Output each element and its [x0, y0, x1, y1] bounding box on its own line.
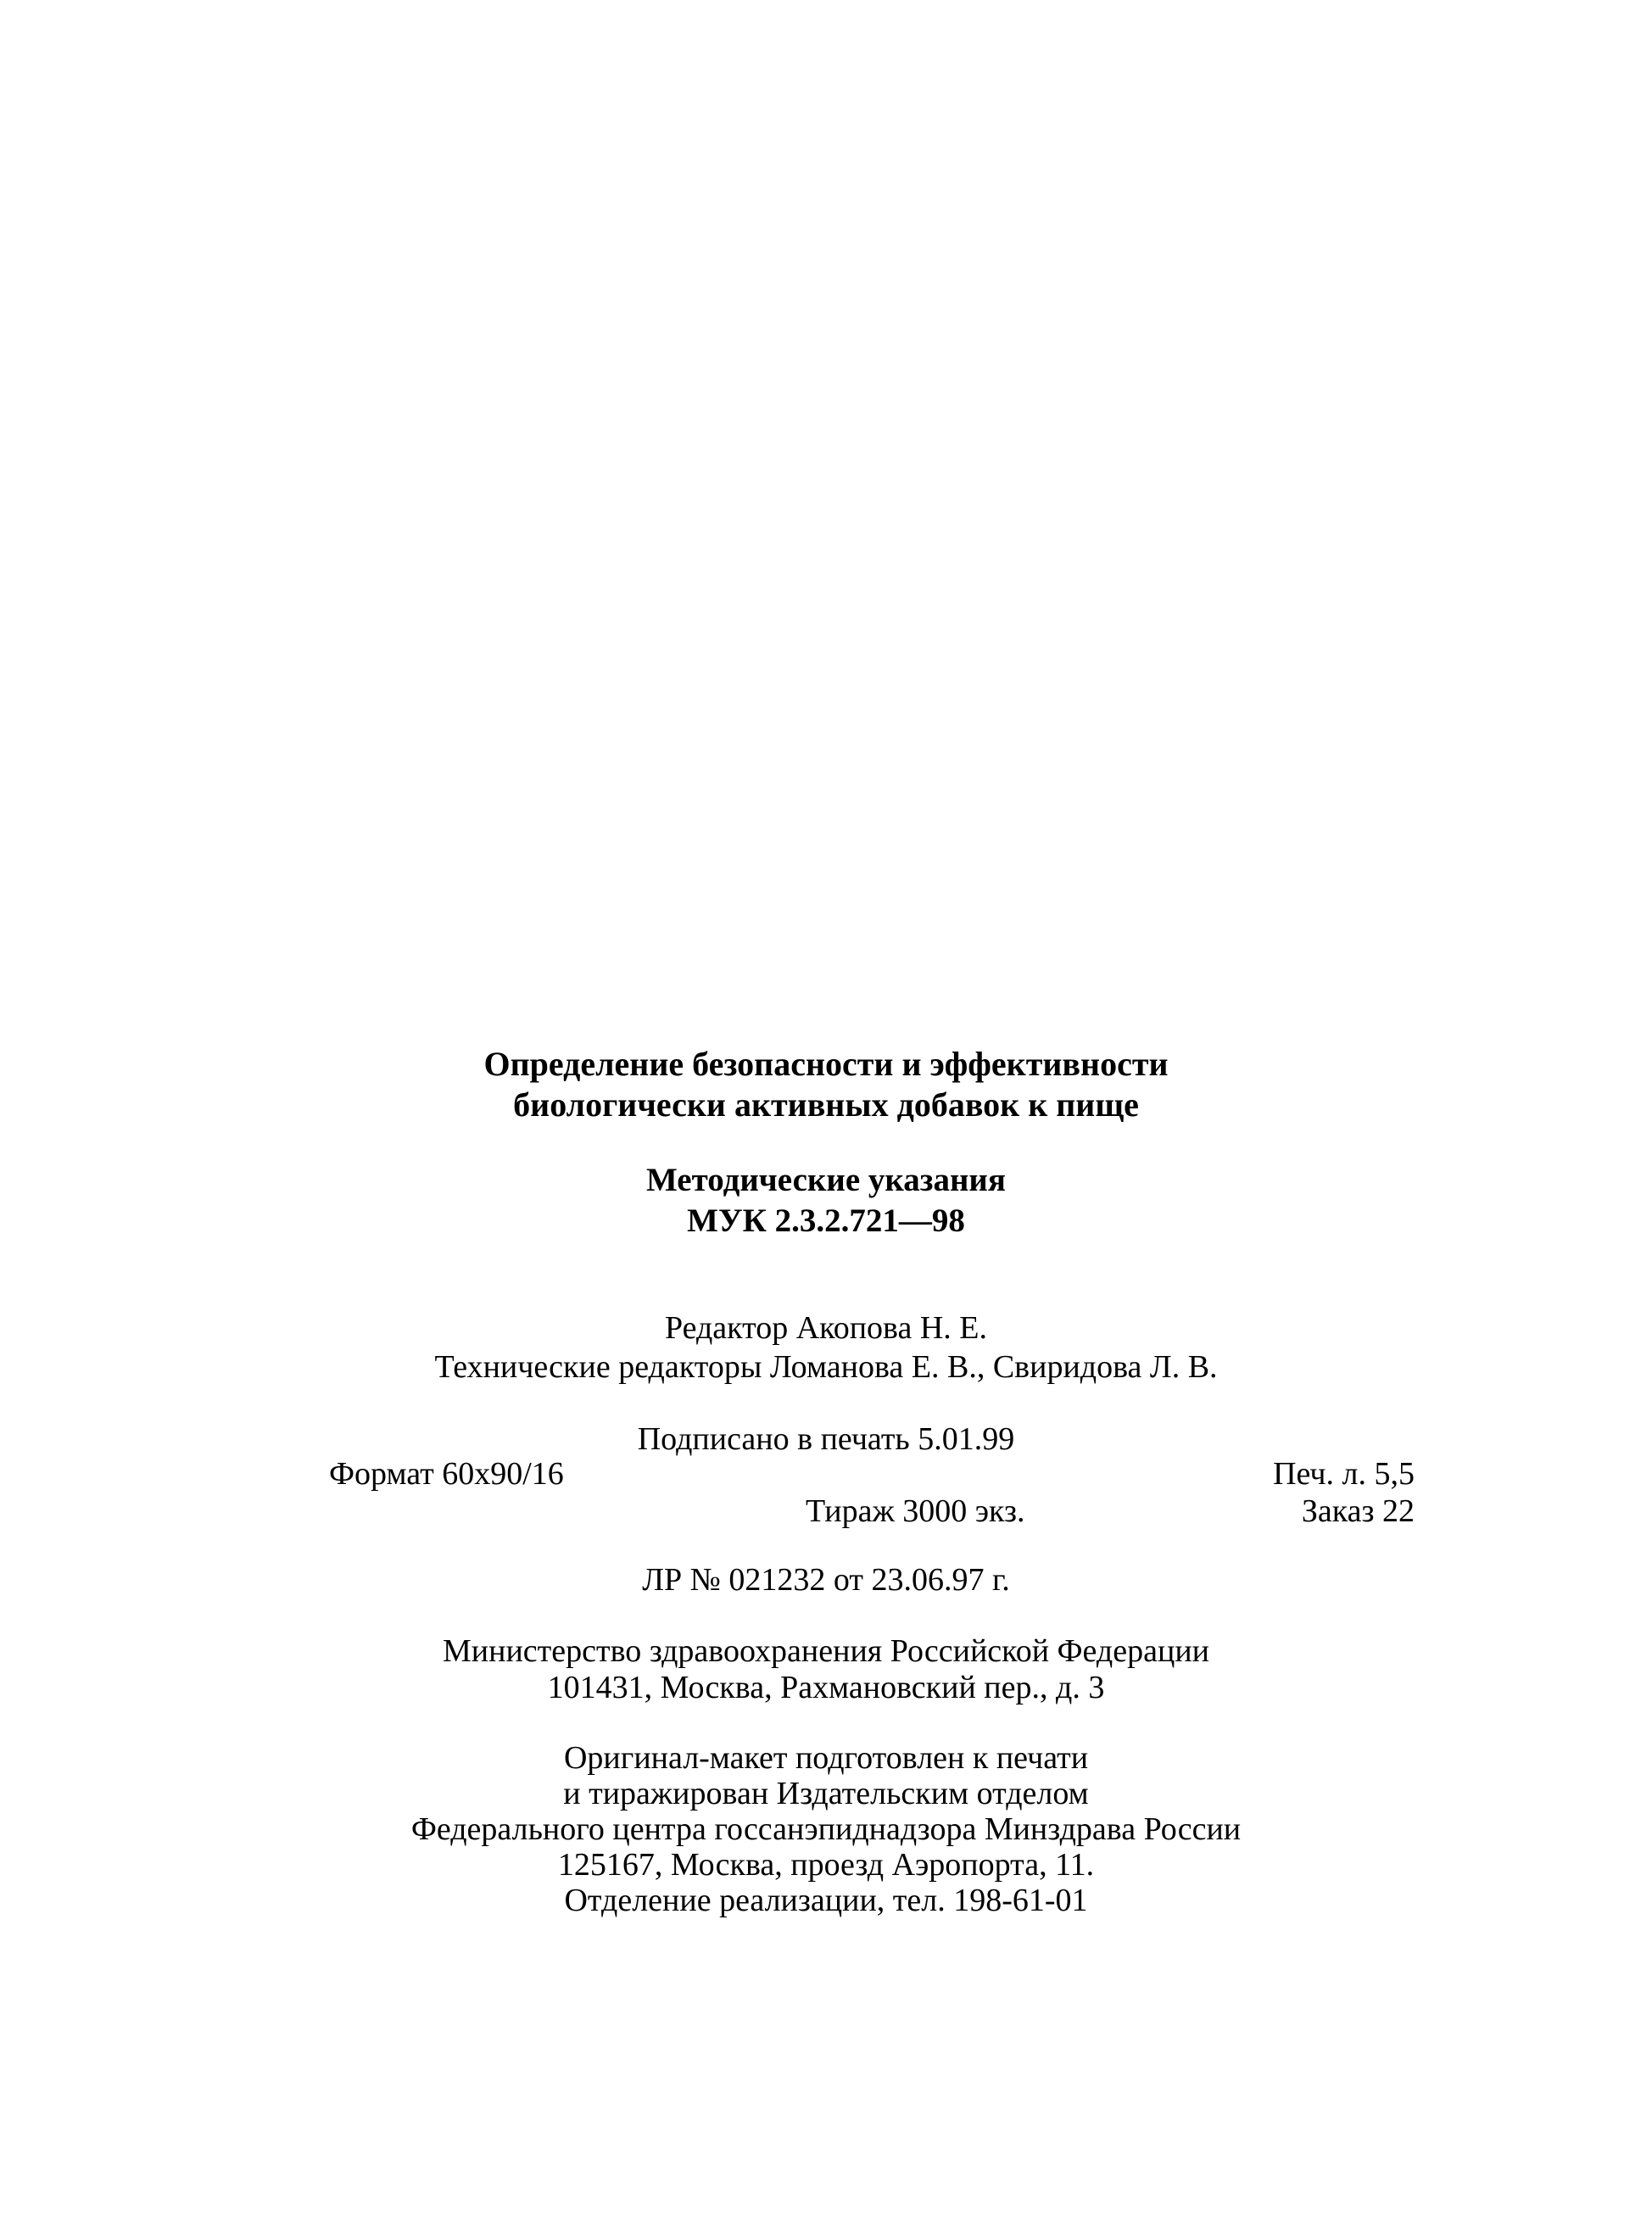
doc-code: МУК 2.3.2.721—98 — [687, 1202, 965, 1239]
printing-line-2: и тиражирован Издательским отделом — [563, 1776, 1089, 1811]
doc-type: Методические указания — [645, 1162, 1006, 1198]
order-line: Заказ 22 — [1301, 1493, 1415, 1529]
doc-title-line-1: Определение безопасности и эффективности — [483, 1045, 1169, 1083]
sheets-line: Печ. л. 5,5 — [1273, 1456, 1415, 1492]
editor-line: Редактор Акопова Н. Е. — [664, 1310, 988, 1346]
format-line: Формат 60x90/16 — [329, 1456, 564, 1492]
printing-line-5: Отделение реализации, тел. 198-61-01 — [564, 1883, 1088, 1918]
circulation-line: Тираж 3000 экз. — [806, 1493, 1025, 1529]
publisher-address: 101431, Москва, Рахмановский пер., д. 3 — [547, 1670, 1105, 1705]
tech-editors-line: Технические редакторы Ломанова Е. В., Свиридова Л. В. — [434, 1349, 1218, 1385]
doc-title-line-2: биологически активных добавок к пище — [513, 1085, 1139, 1124]
signed-line: Подписано в печать 5.01.99 — [637, 1421, 1015, 1457]
printing-line-4: 125167, Москва, проезд Аэропорта, 11. — [557, 1847, 1095, 1883]
publisher-name: Министерство здравоохранения Российской Федерации — [442, 1633, 1209, 1669]
license-line: ЛР № 021232 от 23.06.97 г. — [642, 1562, 1010, 1598]
printing-line-3: Федерального центра госсанэпиднадзора Минздрава России — [410, 1811, 1242, 1847]
printing-line-1: Оригинал-макет подготовлен к печати — [563, 1740, 1089, 1776]
